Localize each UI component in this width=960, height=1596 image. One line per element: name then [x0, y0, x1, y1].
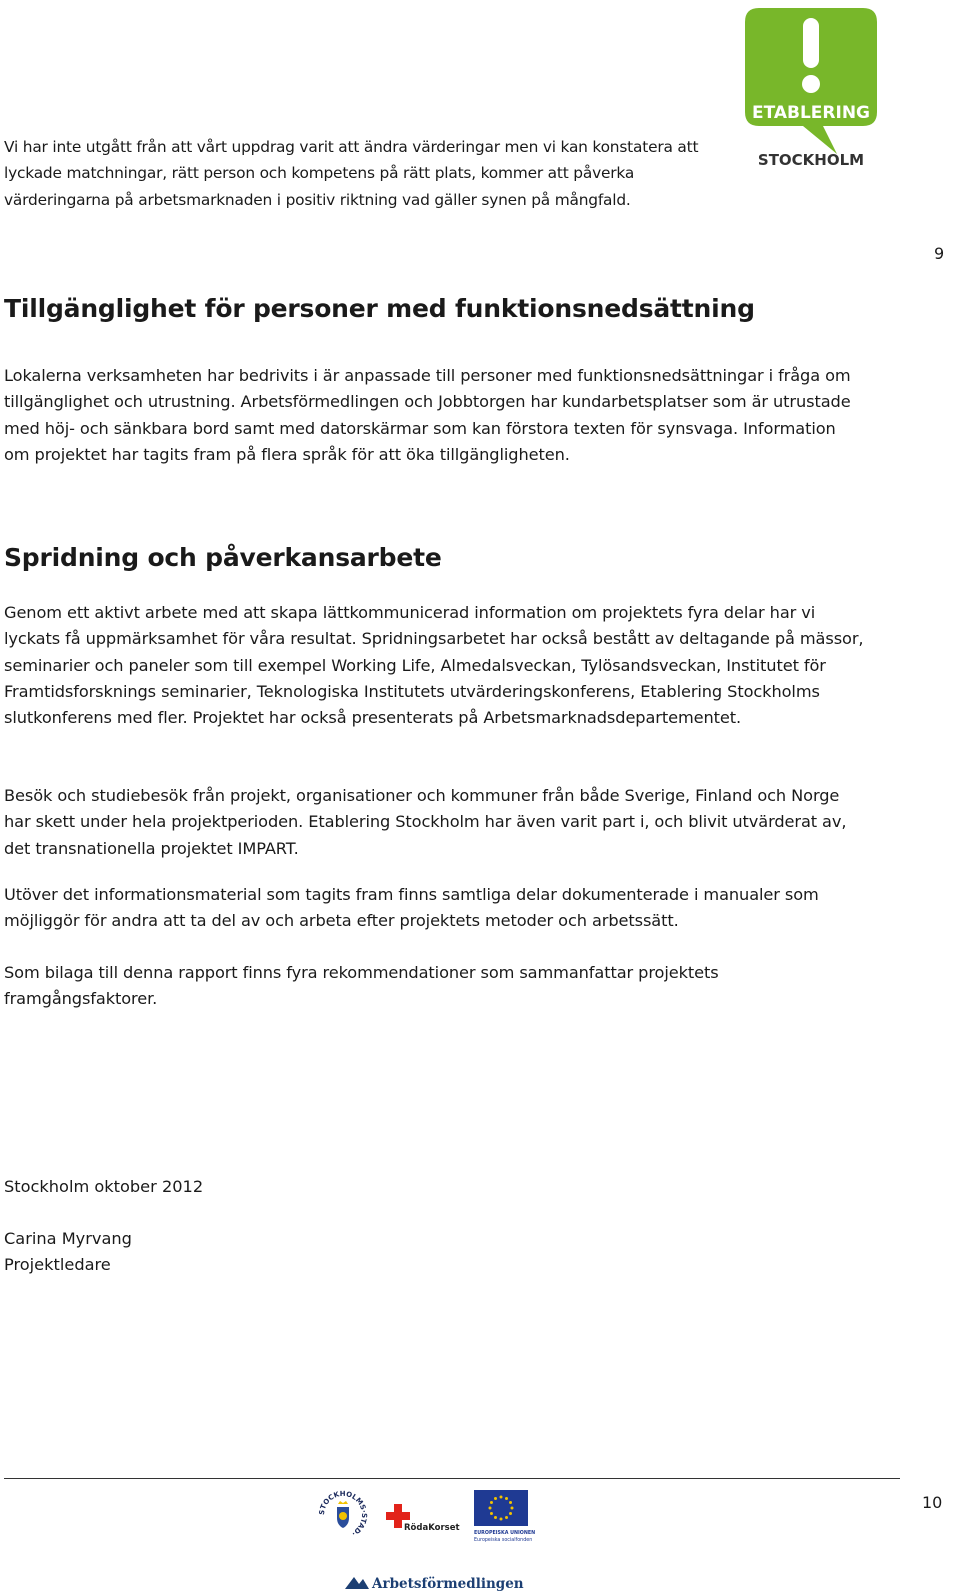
eu-star — [509, 1501, 512, 1504]
af-text: Arbetsförmedlingen — [372, 1576, 524, 1592]
dissemination-paragraph-2: Besök och studiebesök från projekt, organisationer och kommuner från både Sverige, Finland och Norge har skett under hela projektperioden. Etablering Stockholm har även varit part i, och blivit utvärderat av, det transnationella projektet IMPART. — [4, 786, 847, 858]
eu-star — [500, 1518, 503, 1521]
eu-star — [505, 1497, 508, 1500]
eu-flag-logo — [474, 1490, 536, 1544]
arbetsformedlingen-logo — [345, 1573, 524, 1593]
roda-korset-text: RödaKorset — [404, 1523, 460, 1533]
eu-line-2: Europeiska socialfonden — [474, 1538, 533, 1543]
eu-star — [505, 1516, 508, 1519]
roda-korset-logo — [386, 1502, 458, 1536]
eu-star — [509, 1512, 512, 1515]
eu-star — [494, 1516, 497, 1519]
stad-text: STOCKHOLMS·STAD· — [318, 1490, 368, 1538]
eu-star — [490, 1512, 493, 1515]
accessibility-paragraph: Lokalerna verksamheten har bedrivits i är anpassade till personer med funktionsnedsättningar i fråga om tillgänglighet och utrustning. Arbetsförmedlingen och Jobbtorgen har kundarbetsplatser som är utrustade med höj- och sänkbara bord samt med datorskärmar som kan förstora texten för synsvaga. Information om projektet har tagits fram på flera språk för att öka tillgängligheten. — [4, 366, 851, 464]
signature-role: Projektledare — [4, 1255, 111, 1274]
page-number-top: 9 — [934, 244, 945, 263]
dissemination-paragraph-4: Som bilaga till denna rapport finns fyra rekommendationer som sammanfattar projektets framgångsfaktorer. — [4, 963, 719, 1009]
dissemination-paragraph-1: Genom ett aktivt arbete med att skapa lättkommunicerad information om projektets fyra delar har vi lyckats få uppmärksamhet för våra resultat. Spridningsarbetet har också bestått av deltagande på mässor, seminarier och paneler som till exempel Working Life, Almedalsveckan, Tylösandsveckan, Institutet för Framtidsforsknings seminarier, Teknologiska Institutets utvärderingskonferens, Etablering Stockholms slutkonferens med fler. Projektet har också presenterats på Arbetsmarknadsdepartementet. — [4, 603, 864, 728]
intro-paragraph: Vi har inte utgått från att vårt uppdrag varit att ändra värderingar men vi kan konstatera att lyckade matchningar, rätt person och kompetens på rätt plats, kommer att påverka värderingarna på arbetsmarknaden i positiv riktning vad gäller synen på mångfald. — [4, 138, 699, 209]
eu-line-1: EUROPEISKA UNIONEN — [474, 1531, 536, 1536]
logo-city: STOCKHOLM — [757, 151, 865, 169]
footer-divider — [4, 1478, 900, 1479]
eu-star — [490, 1501, 493, 1504]
dissemination-paragraph-3: Utöver det informationsmaterial som tagits fram finns samtliga delar dokumenterade i manualer som möjliggör för andra att ta del av och arbeta efter projektets metoder och arbetssätt. — [4, 885, 819, 931]
stockholms-stad-logo — [318, 1490, 368, 1540]
eu-star — [494, 1497, 497, 1500]
signature-place-date: Stockholm oktober 2012 — [4, 1177, 204, 1196]
heading-accessibility: Tillgänglighet för personer med funktionsnedsättning — [4, 294, 755, 323]
eu-star — [489, 1507, 492, 1510]
heading-dissemination: Spridning och påverkansarbete — [4, 543, 442, 572]
etablering-stockholm-logo — [745, 8, 877, 168]
page-number-bottom: 10 — [922, 1493, 943, 1512]
eu-star — [511, 1507, 514, 1510]
eu-star — [500, 1496, 503, 1499]
logo-word: ETABLERING — [751, 103, 871, 123]
signature-name: Carina Myrvang — [4, 1229, 132, 1248]
